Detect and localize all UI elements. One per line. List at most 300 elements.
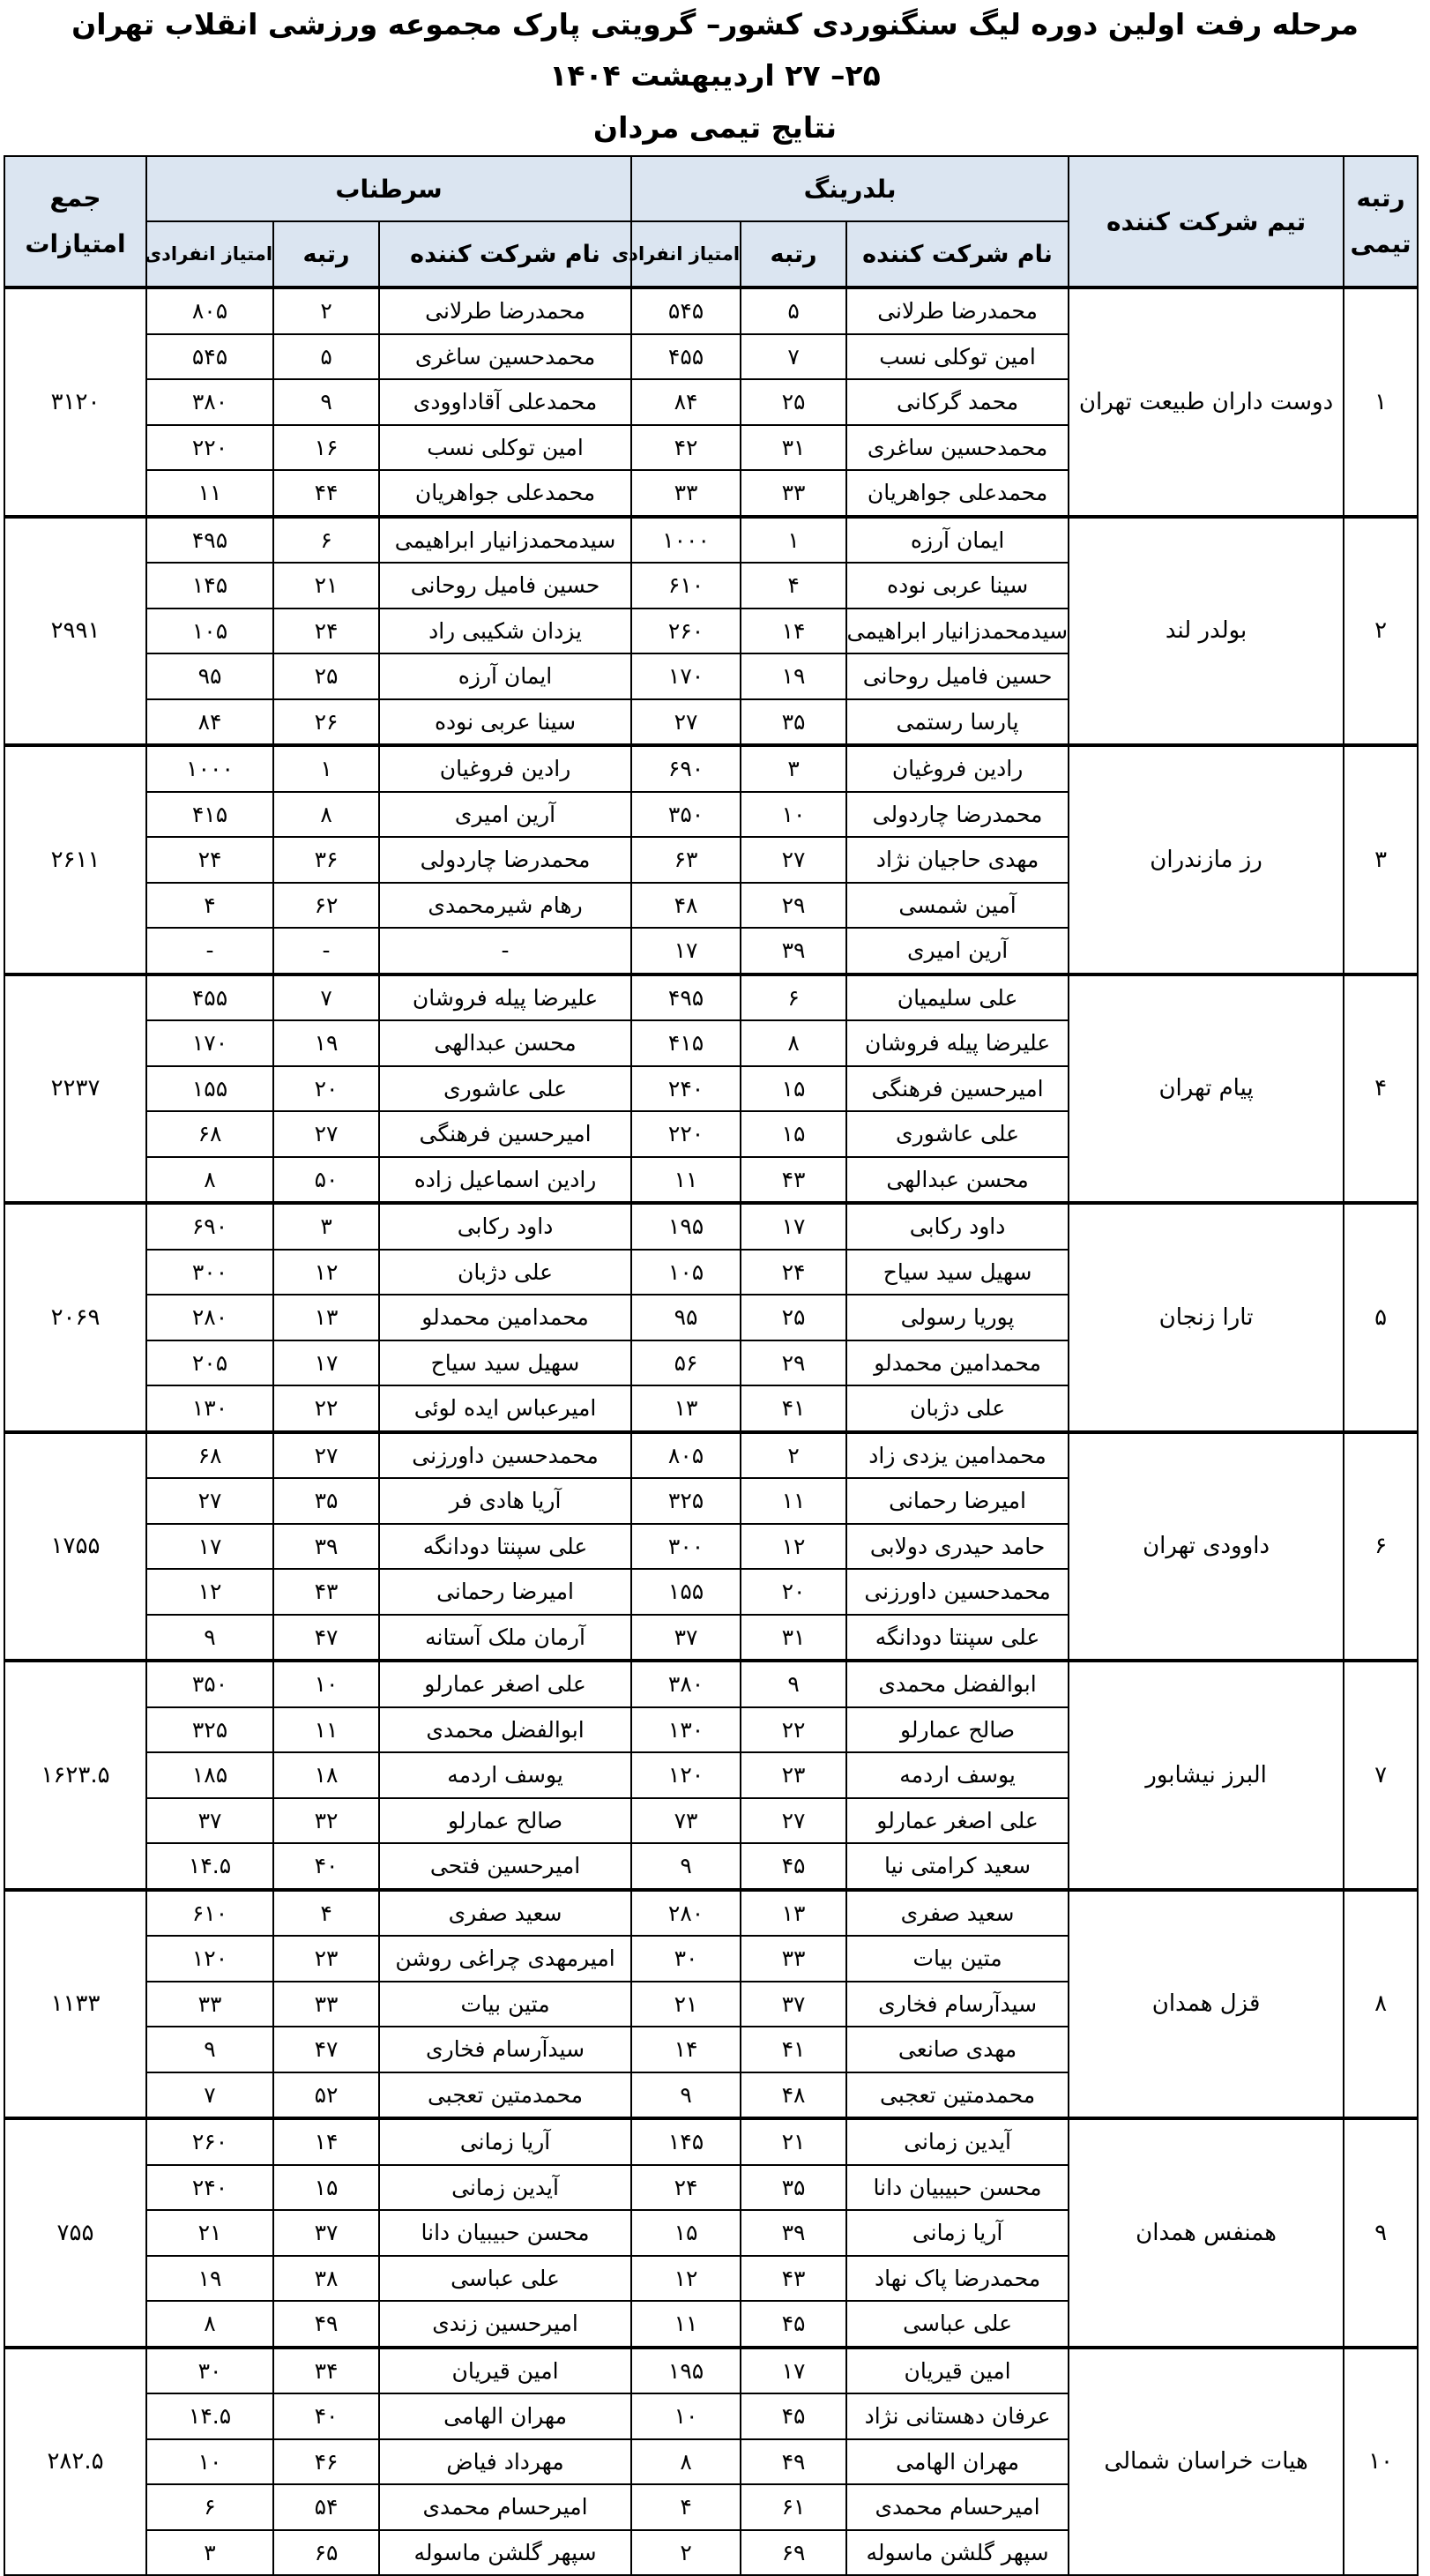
header-boulder-place: رتبه [741,221,846,287]
boulder-participant: متین بیات [846,1936,1069,1982]
lead-place: ۱۶ [273,425,379,471]
header-team: تیم شرکت کننده [1069,156,1344,287]
boulder-participant: محمدحسین ساغری [846,425,1069,471]
boulder-place: ۱۰ [741,792,846,838]
boulder-score: ۱۳ [631,1385,741,1432]
team-total: ۲۶۱۱ [4,745,146,974]
lead-score: ۱۳۰ [146,1385,273,1432]
boulder-score: ۹۵ [631,1295,741,1340]
lead-place: ۶ [273,517,379,564]
boulder-score: ۱۰۵ [631,1250,741,1295]
boulder-place: ۱ [741,517,846,564]
team-name: داوودی تهران [1069,1432,1344,1661]
lead-score: ۲۶۰ [146,2118,273,2165]
lead-place: ۹ [273,379,379,425]
lead-score: ۶۸ [146,1432,273,1479]
lead-place: ۲۶ [273,699,379,746]
boulder-place: ۱۷ [741,2348,846,2394]
lead-participant: سعید صفری [379,1890,631,1937]
boulder-score: ۳۳ [631,470,741,517]
team-total: ۲۸۲.۵ [4,2348,146,2576]
lead-participant: سیدمحمدزانیار ابراهیمی [379,517,631,564]
lead-participant: امیرحسین فرهنگی [379,1111,631,1157]
boulder-participant: سیدآرسام فخاری [846,1982,1069,2027]
lead-place: ۳۴ [273,2348,379,2394]
lead-score: ۶ [146,2484,273,2530]
table-row [4,517,1418,564]
lead-score: ۸ [146,1157,273,1204]
header-team-rank: رتبه تیمی [1344,156,1418,287]
boulder-score: ۸۴ [631,379,741,425]
lead-score: ۳۵۰ [146,1661,273,1707]
lead-participant: امیرحسین زندی [379,2301,631,2348]
boulder-participant: سعید کرامتی نیا [846,1843,1069,1890]
lead-participant: یوسف اردمه [379,1752,631,1798]
boulder-score: ۱۹۵ [631,1203,741,1250]
boulder-place: ۲ [741,1432,846,1479]
table-row [4,1661,1418,1707]
boulder-participant: محمدحسین داورزنی [846,1569,1069,1615]
lead-participant: مهرداد فیاض [379,2439,631,2485]
lead-place: ۴۷ [273,1615,379,1661]
boulder-place: ۳۳ [741,1936,846,1982]
table-row [4,1203,1418,1250]
boulder-place: ۴۹ [741,2439,846,2485]
lead-place: ۴۳ [273,1569,379,1615]
boulder-place: ۴ [741,563,846,609]
table-row [4,2348,1418,2394]
title-line-1: مرحله رفت اولین دوره لیگ سنگنوردی کشور– گرویتی پارک مجموعه ورزشی انقلاب تهران [71,7,1359,41]
lead-score: ۳۳ [146,1982,273,2027]
lead-score: ۳۲۵ [146,1707,273,1753]
boulder-place: ۶ [741,974,846,1021]
boulder-participant: محمد گرکانی [846,379,1069,425]
lead-score: ۱۰ [146,2439,273,2485]
lead-score: ۱۸۵ [146,1752,273,1798]
team-name: بولدر لند [1069,517,1344,746]
lead-score: ۵۴۵ [146,334,273,380]
lead-place: ۲۳ [273,1936,379,1982]
lead-participant: یزدان شکیبی راد [379,609,631,654]
boulder-participant: محمدعلی جواهریان [846,470,1069,517]
header-boulder-score: امتیاز انفرادی [631,221,741,287]
lead-place: ۴۰ [273,2393,379,2439]
boulder-place: ۲۲ [741,1707,846,1753]
lead-participant: ایمان آرزه [379,653,631,699]
lead-place: ۱۰ [273,1661,379,1707]
lead-place: ۵۰ [273,1157,379,1204]
lead-place: ۱۲ [273,1250,379,1295]
lead-score: ۴۱۵ [146,792,273,838]
boulder-participant: آریا زمانی [846,2210,1069,2256]
boulder-place: ۳ [741,745,846,792]
lead-score: ۱۰۵ [146,609,273,654]
boulder-score: ۶۱۰ [631,563,741,609]
boulder-participant: حامد حیدری دولابی [846,1524,1069,1570]
boulder-participant: آرین امیری [846,928,1069,974]
boulder-score: ۲۴۰ [631,1066,741,1112]
boulder-place: ۸ [741,1020,846,1066]
team-name: تارا زنجان [1069,1203,1344,1432]
lead-place: ۲۴ [273,609,379,654]
boulder-place: ۲۰ [741,1569,846,1615]
lead-participant: محمدحسین داورزنی [379,1432,631,1479]
team-rank: ۱ [1344,287,1418,517]
boulder-participant: آمین شمسی [846,883,1069,929]
lead-score: ۱۰۰۰ [146,745,273,792]
lead-score: ۳۸۰ [146,379,273,425]
boulder-score: ۱۷۰ [631,653,741,699]
boulder-score: ۱۰ [631,2393,741,2439]
boulder-place: ۲۳ [741,1752,846,1798]
boulder-score: ۲۴ [631,2165,741,2211]
boulder-participant: مهدی حاجیان نژاد [846,837,1069,883]
boulder-score: ۳۵۰ [631,792,741,838]
lead-place: - [273,928,379,974]
page-titles [0,0,1430,153]
boulder-place: ۴۱ [741,2027,846,2072]
lead-participant: آرمان ملک آستانه [379,1615,631,1661]
lead-participant: رهام شیرمحمدی [379,883,631,929]
boulder-participant: حسین فامیل روحانی [846,653,1069,699]
lead-participant: محمدعلی آقاداوودی [379,379,631,425]
lead-place: ۱۳ [273,1295,379,1340]
team-rank: ۳ [1344,745,1418,974]
boulder-score: ۱۷ [631,928,741,974]
lead-score: ۲۱ [146,2210,273,2256]
lead-place: ۴ [273,1890,379,1937]
boulder-participant: یوسف اردمه [846,1752,1069,1798]
team-total: ۱۶۲۳.۵ [4,1661,146,1890]
lead-participant: محمدحسین ساغری [379,334,631,380]
lead-participant: علی عباسی [379,2256,631,2302]
lead-score: ۳۰۰ [146,1250,273,1295]
boulder-place: ۱۵ [741,1111,846,1157]
boulder-participant: امیرحسین فرهنگی [846,1066,1069,1112]
header-total: جمع امتیازات [4,156,146,287]
lead-participant: رادین اسماعیل زاده [379,1157,631,1204]
header-lead-place: رتبه [273,221,379,287]
lead-score: ۴ [146,883,273,929]
lead-place: ۲۱ [273,563,379,609]
team-total: ۲۹۹۱ [4,517,146,746]
lead-place: ۱۵ [273,2165,379,2211]
boulder-participant: داود رکابی [846,1203,1069,1250]
header-boulder: بلدرینگ [631,156,1069,221]
lead-score: ۲۷ [146,1478,273,1524]
boulder-place: ۱۳ [741,1890,846,1937]
boulder-place: ۶۹ [741,2530,846,2576]
boulder-place: ۱۴ [741,609,846,654]
table-row [4,287,1418,334]
lead-score: ۹ [146,1615,273,1661]
boulder-place: ۴۳ [741,2256,846,2302]
lead-score: ۲۴ [146,837,273,883]
boulder-score: ۴۹۵ [631,974,741,1021]
lead-place: ۳۷ [273,2210,379,2256]
lead-participant: محمدامین محمدلو [379,1295,631,1340]
lead-score: ۴۵۵ [146,974,273,1021]
boulder-participant: ابوالفضل محمدی [846,1661,1069,1707]
header-lead-score: امتیاز انفرادی [146,221,273,287]
lead-participant: امیرحسام محمدی [379,2484,631,2530]
boulder-participant: سینا عربی نوده [846,563,1069,609]
team-rank: ۷ [1344,1661,1418,1890]
team-total: ۳۱۲۰ [4,287,146,517]
boulder-participant: امیرضا رحمانی [846,1478,1069,1524]
lead-participant: امیرمهدی چراغی روشن [379,1936,631,1982]
lead-place: ۲۵ [273,653,379,699]
boulder-participant: سهیل سید سیاح [846,1250,1069,1295]
lead-participant: آیدین زمانی [379,2165,631,2211]
lead-place: ۱۸ [273,1752,379,1798]
lead-score: ۱۹ [146,2256,273,2302]
lead-score: - [146,928,273,974]
lead-participant: داود رکابی [379,1203,631,1250]
boulder-place: ۱۱ [741,1478,846,1524]
boulder-score: ۲۸۰ [631,1890,741,1937]
team-name: دوست داران طبیعت تهران [1069,287,1344,517]
lead-score: ۸ [146,2301,273,2348]
title-line-3: نتایج تیمی مردان [592,110,838,145]
boulder-score: ۷۳ [631,1798,741,1844]
team-rank: ۶ [1344,1432,1418,1661]
lead-score: ۷ [146,2072,273,2119]
boulder-place: ۱۹ [741,653,846,699]
team-name: هیات خراسان شمالی [1069,2348,1344,2576]
lead-place: ۵۲ [273,2072,379,2119]
boulder-score: ۳۲۵ [631,1478,741,1524]
boulder-participant: محسن عبدالهی [846,1157,1069,1204]
lead-participant: علی دژبان [379,1250,631,1295]
boulder-place: ۲۹ [741,1340,846,1386]
team-total: ۷۵۵ [4,2118,146,2348]
boulder-score: ۲۷ [631,699,741,746]
boulder-place: ۳۳ [741,470,846,517]
table-row [4,745,1418,792]
team-name: پیام تهران [1069,974,1344,1204]
lead-place: ۴۴ [273,470,379,517]
boulder-place: ۷ [741,334,846,380]
boulder-participant: مهدی صانعی [846,2027,1069,2072]
boulder-place: ۳۷ [741,1982,846,2027]
lead-participant: سیدآرسام فخاری [379,2027,631,2072]
boulder-participant: ایمان آرزه [846,517,1069,564]
lead-participant: محسن عبدالهی [379,1020,631,1066]
boulder-participant: علی اصغر عمارلو [846,1798,1069,1844]
lead-participant: محمدرضا طرلانی [379,287,631,334]
lead-participant: امیرعباس ایده لوئی [379,1385,631,1432]
boulder-participant: محمدامین محمدلو [846,1340,1069,1386]
lead-place: ۱۹ [273,1020,379,1066]
lead-score: ۱۲۰ [146,1936,273,1982]
lead-place: ۱۱ [273,1707,379,1753]
boulder-participant: آیدین زمانی [846,2118,1069,2165]
boulder-participant: محمدمتین تعجبی [846,2072,1069,2119]
boulder-score: ۶۳ [631,837,741,883]
boulder-place: ۴۳ [741,1157,846,1204]
boulder-participant: سعید صفری [846,1890,1069,1937]
lead-participant: آریا هادی فر [379,1478,631,1524]
boulder-score: ۲ [631,2530,741,2576]
boulder-place: ۴۵ [741,1843,846,1890]
boulder-score: ۹ [631,1843,741,1890]
boulder-score: ۱۹۵ [631,2348,741,2394]
lead-participant: محمدعلی جواهریان [379,470,631,517]
lead-participant: صالح عمارلو [379,1798,631,1844]
boulder-score: ۵۶ [631,1340,741,1386]
team-total: ۱۷۵۵ [4,1432,146,1661]
boulder-score: ۶۹۰ [631,745,741,792]
boulder-score: ۱۵ [631,2210,741,2256]
boulder-participant: امین توکلی نسب [846,334,1069,380]
lead-participant: آریا زمانی [379,2118,631,2165]
lead-place: ۳۵ [273,1478,379,1524]
boulder-participant: محمدرضا طرلانی [846,287,1069,334]
lead-place: ۵۴ [273,2484,379,2530]
lead-participant: سپهر گلشن ماسوله [379,2530,631,2576]
boulder-place: ۴۵ [741,2301,846,2348]
boulder-score: ۴ [631,2484,741,2530]
boulder-place: ۴۸ [741,2072,846,2119]
lead-place: ۴۹ [273,2301,379,2348]
boulder-place: ۴۱ [741,1385,846,1432]
boulder-place: ۲۴ [741,1250,846,1295]
lead-participant: مهران الهامی [379,2393,631,2439]
lead-place: ۷ [273,974,379,1021]
lead-score: ۲۰۵ [146,1340,273,1386]
boulder-participant: علی سپنتا دودانگه [846,1615,1069,1661]
team-name: البرز نیشابور [1069,1661,1344,1890]
header-boulder-participant: نام شرکت کننده [846,221,1069,287]
lead-place: ۶۲ [273,883,379,929]
lead-participant: علیرضا پیله فروشان [379,974,631,1021]
title-line-2: ۲۵– ۲۷ اردیبهشت ۱۴۰۴ [549,58,881,93]
lead-participant: آرین امیری [379,792,631,838]
lead-place: ۴۰ [273,1843,379,1890]
lead-participant: ابوالفضل محمدی [379,1707,631,1753]
boulder-participant: امین قیریان [846,2348,1069,2394]
boulder-participant: پوریا رسولی [846,1295,1069,1340]
boulder-participant: علی سلیمیان [846,974,1069,1021]
team-name: قزل همدان [1069,1890,1344,2119]
table-row [4,1890,1418,1937]
boulder-participant: علیرضا پیله فروشان [846,1020,1069,1066]
team-rank: ۹ [1344,2118,1418,2348]
lead-score: ۱۵۵ [146,1066,273,1112]
boulder-place: ۳۹ [741,2210,846,2256]
team-total: ۲۰۶۹ [4,1203,146,1432]
lead-place: ۴۶ [273,2439,379,2485]
team-total: ۲۲۳۷ [4,974,146,1204]
boulder-participant: امیرحسام محمدی [846,2484,1069,2530]
boulder-place: ۳۹ [741,928,846,974]
boulder-score: ۴۸ [631,883,741,929]
lead-place: ۳۸ [273,2256,379,2302]
boulder-participant: محمدرضا پاک نهاد [846,2256,1069,2302]
lead-score: ۱۷۰ [146,1020,273,1066]
boulder-participant: عرفان دهستانی نژاد [846,2393,1069,2439]
boulder-participant: سیدمحمدزانیار ابراهیمی [846,609,1069,654]
team-rank: ۵ [1344,1203,1418,1432]
lead-place: ۳۲ [273,1798,379,1844]
lead-place: ۱۴ [273,2118,379,2165]
team-name: رز مازندران [1069,745,1344,974]
lead-place: ۵ [273,334,379,380]
boulder-score: ۳۷ [631,1615,741,1661]
lead-place: ۳ [273,1203,379,1250]
boulder-place: ۱۷ [741,1203,846,1250]
lead-score: ۶۹۰ [146,1203,273,1250]
lead-place: ۳۳ [273,1982,379,2027]
lead-place: ۲۰ [273,1066,379,1112]
table-row [4,974,1418,1021]
boulder-score: ۳۸۰ [631,1661,741,1707]
lead-participant: علی اصغر عمارلو [379,1661,631,1707]
boulder-place: ۲۱ [741,2118,846,2165]
boulder-score: ۲۲۰ [631,1111,741,1157]
lead-participant: علی سپنتا دودانگه [379,1524,631,1570]
team-rank: ۸ [1344,1890,1418,2119]
boulder-participant: محمدامین یزدی زاد [846,1432,1069,1479]
boulder-participant: محسن حبیبیان دانا [846,2165,1069,2211]
boulder-score: ۱۳۰ [631,1707,741,1753]
lead-participant: سهیل سید سیاح [379,1340,631,1386]
boulder-place: ۲۷ [741,1798,846,1844]
boulder-participant: علی عباسی [846,2301,1069,2348]
boulder-place: ۲۵ [741,1295,846,1340]
lead-participant: امیرضا رحمانی [379,1569,631,1615]
boulder-place: ۹ [741,1661,846,1707]
boulder-participant: صالح عمارلو [846,1707,1069,1753]
lead-participant: محمدرضا چاردولی [379,837,631,883]
lead-place: ۶۵ [273,2530,379,2576]
boulder-place: ۱۵ [741,1066,846,1112]
lead-place: ۲۷ [273,1111,379,1157]
lead-place: ۲۲ [273,1385,379,1432]
boulder-place: ۴۵ [741,2393,846,2439]
header-lead-participant: نام شرکت کننده [379,221,631,287]
lead-score: ۱۱ [146,470,273,517]
boulder-score: ۳۰۰ [631,1524,741,1570]
boulder-participant: سپهر گلشن ماسوله [846,2530,1069,2576]
boulder-score: ۴۵۵ [631,334,741,380]
lead-score: ۳۷ [146,1798,273,1844]
lead-score: ۶۱۰ [146,1890,273,1937]
boulder-score: ۵۴۵ [631,287,741,334]
lead-score: ۱۴.۵ [146,2393,273,2439]
boulder-score: ۲۶۰ [631,609,741,654]
boulder-score: ۴۲ [631,425,741,471]
lead-place: ۱ [273,745,379,792]
boulder-score: ۹ [631,2072,741,2119]
lead-participant: علی عاشوری [379,1066,631,1112]
boulder-place: ۲۷ [741,837,846,883]
team-total: ۱۱۳۳ [4,1890,146,2119]
team-rank: ۲ [1344,517,1418,746]
boulder-score: ۳۰ [631,1936,741,1982]
boulder-score: ۱۰۰۰ [631,517,741,564]
lead-participant: محمدمتین تعجبی [379,2072,631,2119]
lead-place: ۸ [273,792,379,838]
lead-participant: امیرحسین فتحی [379,1843,631,1890]
lead-score: ۱۷ [146,1524,273,1570]
lead-place: ۱۷ [273,1340,379,1386]
lead-score: ۸۰۵ [146,287,273,334]
boulder-participant: علی دژبان [846,1385,1069,1432]
table-row [4,2118,1418,2165]
lead-participant: حسین فامیل روحانی [379,563,631,609]
